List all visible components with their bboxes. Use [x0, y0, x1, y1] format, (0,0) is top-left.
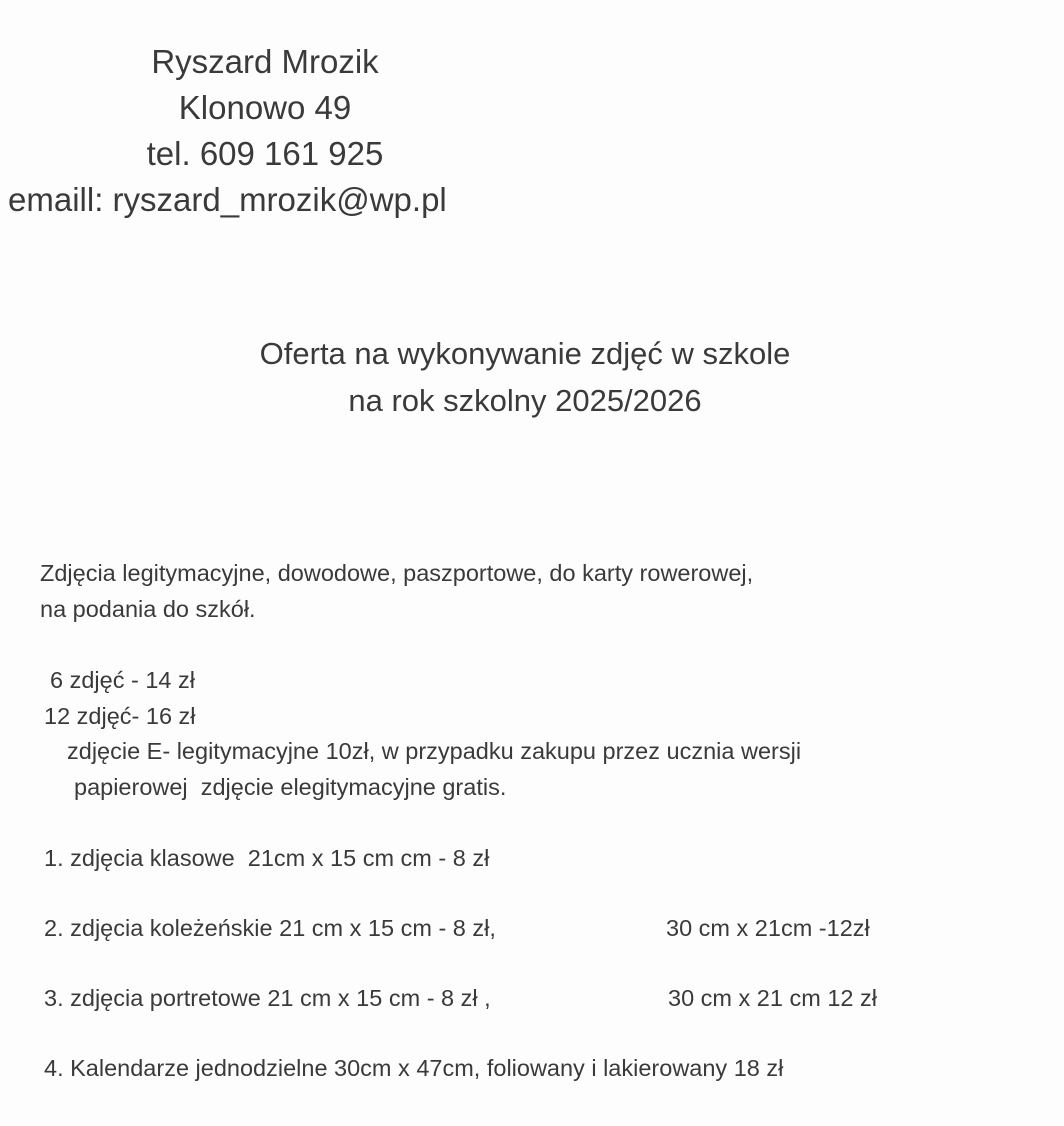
price-12-photos: 12 zdjęć- 16 zł [44, 703, 196, 729]
sender-email: emaill: ryszard_mrozik@wp.pl [8, 181, 447, 218]
item-portrait-photos: 3. zdjęcia portretowe 21 cm x 15 cm - 8 zł , [44, 985, 491, 1011]
title-line-2: na rok szkolny 2025/2026 [348, 383, 702, 418]
item-calendars: 4. Kalendarze jednodzielne 30cm x 47cm, foliowany i lakierowany 18 zł [44, 1055, 784, 1081]
sender-name: Ryszard Mrozik [151, 43, 379, 80]
item-friends-photos: 2. zdjęcia koleżeńskie 21 cm x 15 cm - 8 zł, [44, 915, 496, 941]
price-6-photos: 6 zdjęć - 14 zł [50, 667, 195, 693]
intro-line-1: Zdjęcia legitymacyjne, dowodowe, paszportowe, do karty rowerowej, [40, 560, 754, 586]
title-line-1: Oferta na wykonywanie zdjęć w szkole [259, 336, 791, 371]
item-class-photos: 1. zdjęcia klasowe 21cm x 15 cm cm - 8 zł [44, 845, 490, 871]
sender-phone: tel. 609 161 925 [146, 135, 384, 172]
e-id-photo-line-1: zdjęcie E- legitymacyjne 10zł, w przypadku zakupu przez ucznia wersji [67, 738, 802, 764]
intro-line-2: na podania do szkół. [40, 596, 256, 622]
e-id-photo-line-2: papierowej zdjęcie elegitymacyjne gratis. [74, 774, 507, 800]
item-friends-photos-large: 30 cm x 21cm -12zł [666, 915, 870, 941]
sender-address: Klonowo 49 [178, 89, 352, 126]
item-portrait-photos-large: 30 cm x 21 cm 12 zł [668, 985, 877, 1011]
